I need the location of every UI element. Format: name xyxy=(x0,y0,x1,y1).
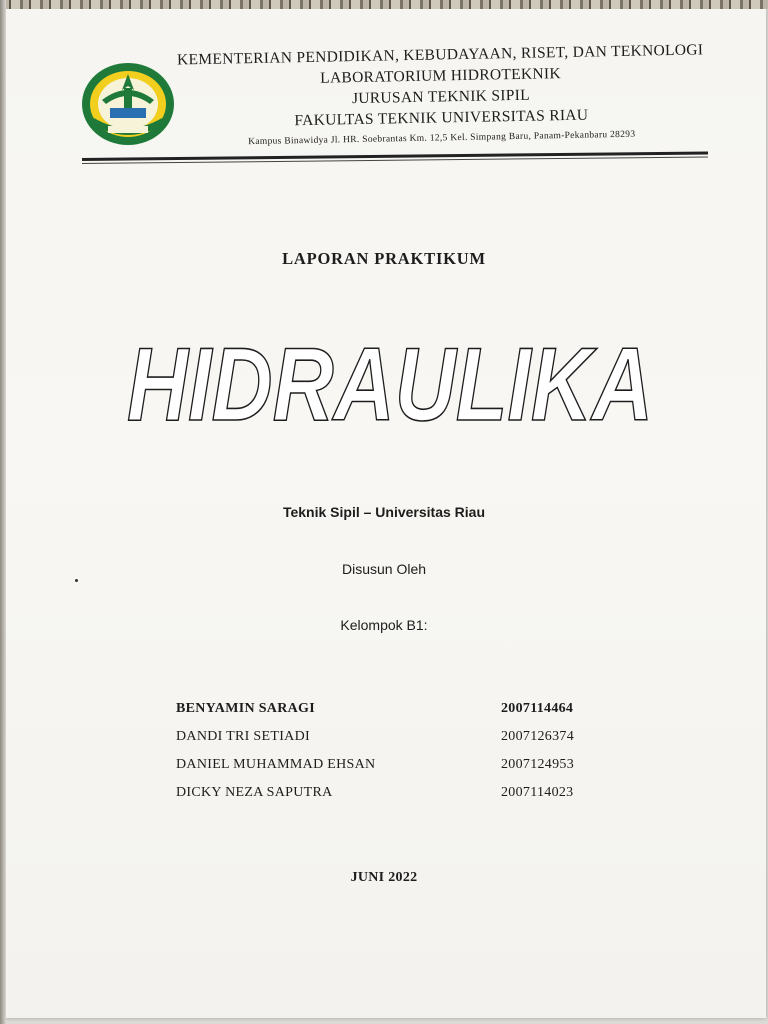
member-row xyxy=(176,754,596,782)
member-name: DANIEL MUHAMMAD EHSAN xyxy=(176,757,376,772)
faculty-name: FAKULTAS TEKNIK UNIVERSITAS RIAU xyxy=(294,106,589,130)
report-date: JUNI 2022 xyxy=(350,870,418,885)
department-name: JURUSAN TEKNIK SIPIL xyxy=(351,86,531,108)
ministry-name: KEMENTERIAN PENDIDIKAN, KEBUDAYAAN, RISET, DAN TEKNOLOGI xyxy=(176,41,704,69)
member-nim: 2007126374 xyxy=(501,729,574,744)
member-name: DICKY NEZA SAPUTRA xyxy=(176,785,333,800)
member-name: BENYAMIN SARAGI xyxy=(176,701,315,716)
member-nim: 2007114464 xyxy=(501,701,574,716)
subject-title xyxy=(120,327,660,443)
subject-title-text: HIDRAULIKA xyxy=(127,327,653,443)
report-title: LAPORAN PRAKTIKUM xyxy=(282,249,486,268)
campus-address: Kampus Binawidya Jl. HR. Soebrantas Km. 12,5 Kel. Simpang Baru, Panam-Pekanbaru 28293 xyxy=(248,129,636,148)
member-nim: 2007124953 xyxy=(501,757,574,772)
member-name: DANDI TRI SETIADI xyxy=(176,729,310,744)
member-row xyxy=(176,782,596,810)
prepared-by-label: Disusun Oleh xyxy=(341,561,427,577)
institution-header xyxy=(150,39,732,152)
scan-edge-strip xyxy=(0,0,768,9)
member-nim: 2007114023 xyxy=(501,785,574,800)
ink-speck xyxy=(75,579,78,582)
member-row xyxy=(176,698,596,726)
member-row xyxy=(176,726,596,754)
member-list xyxy=(176,698,596,810)
group-label: Kelompok B1: xyxy=(340,617,428,633)
department-line: Teknik Sipil – Universitas Riau xyxy=(282,504,486,520)
laboratory-name: LABORATORIUM HIDROTEKNIK xyxy=(320,65,562,87)
